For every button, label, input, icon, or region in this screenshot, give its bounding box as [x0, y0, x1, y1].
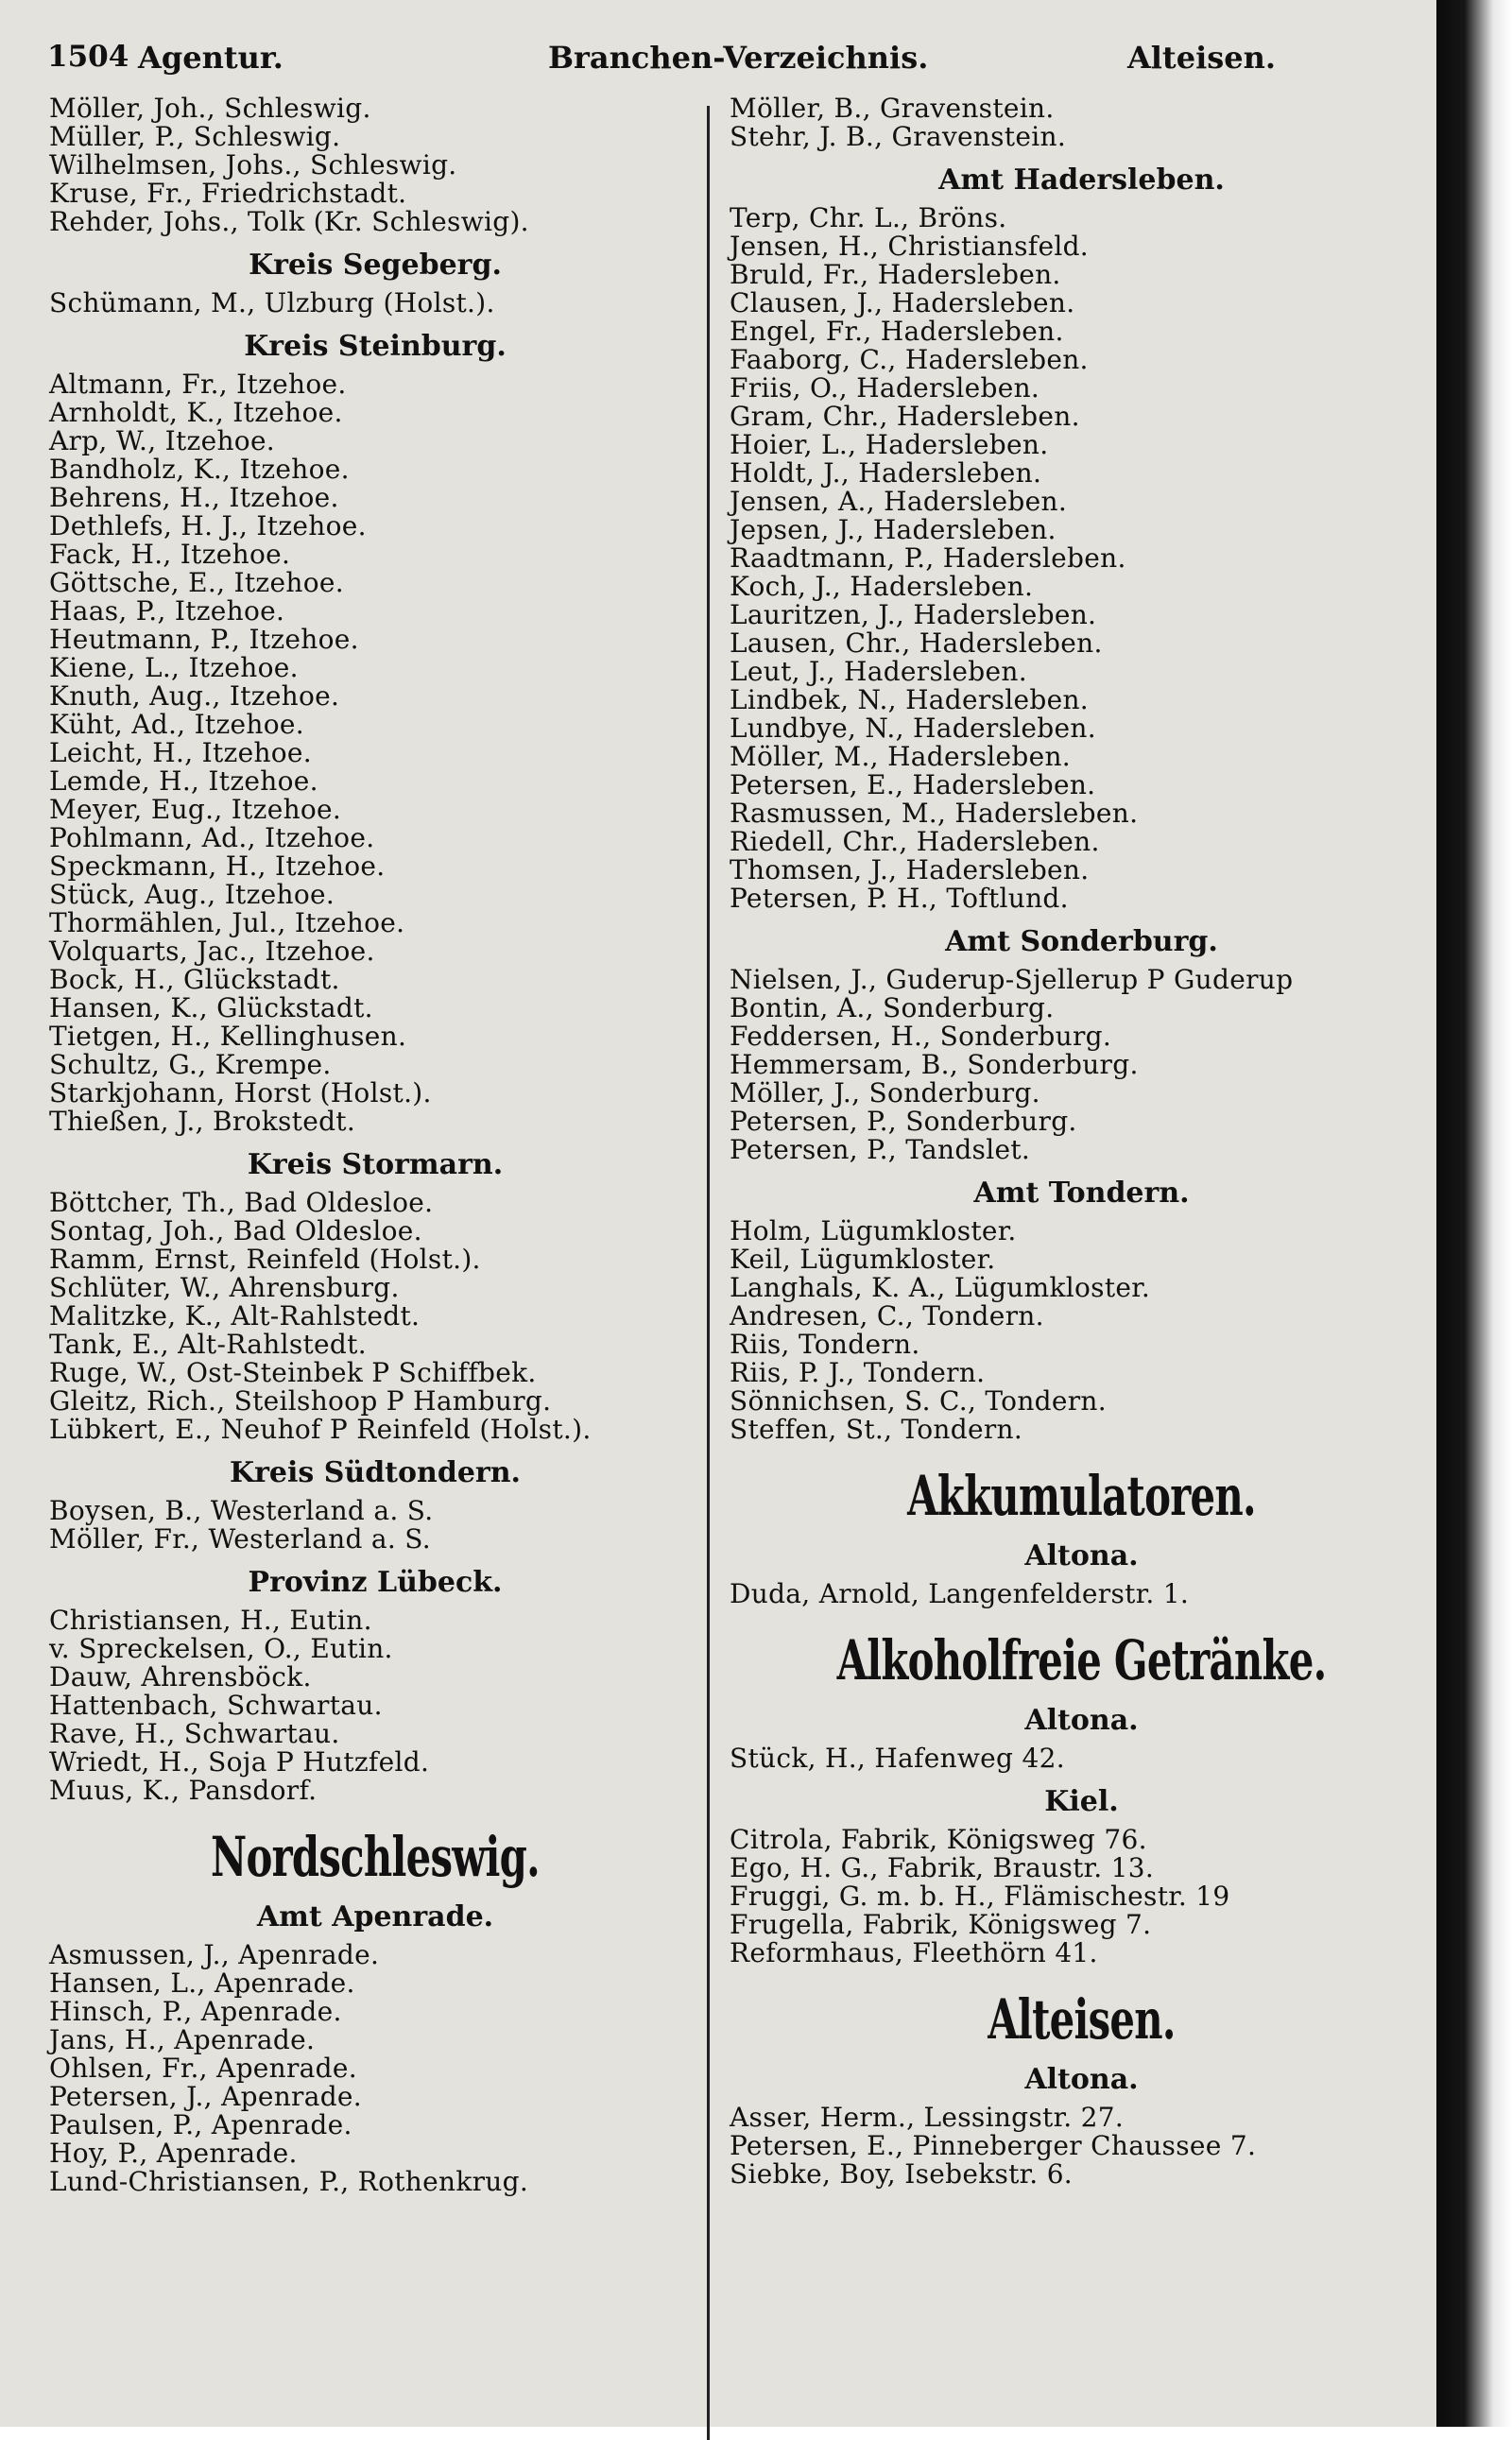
directory-entry: Dauw, Ahrensböck. — [49, 1661, 312, 1693]
directory-entry: Gram, Chr., Hadersleben. — [730, 401, 1080, 432]
directory-entry: Frugella, Fabrik, Königsweg 7. — [730, 1909, 1152, 1940]
category-heading: Akkumulatoren. — [907, 1464, 1256, 1528]
directory-entry: Riis, P. J., Tondern. — [730, 1357, 986, 1388]
directory-entry: Hemmersam, B., Sonderburg. — [730, 1049, 1139, 1080]
directory-entry: Petersen, P., Sonderburg. — [730, 1106, 1077, 1137]
directory-entry: Heutmann, P., Itzehoe. — [49, 624, 359, 655]
directory-entry: Reformhaus, Fleethörn 41. — [730, 1937, 1098, 1968]
directory-entry: Böttcher, Th., Bad Oldesloe. — [49, 1187, 434, 1218]
directory-entry: Wilhelmsen, Johs., Schleswig. — [49, 149, 457, 180]
directory-entry: Küht, Ad., Itzehoe. — [49, 709, 304, 740]
directory-entry: Kiene, L., Itzehoe. — [49, 652, 299, 683]
directory-entry: v. Spreckelsen, O., Eutin. — [49, 1633, 393, 1664]
directory-entry: Bock, H., Glückstadt. — [49, 964, 340, 995]
directory-entry: Thomsen, J., Hadersleben. — [730, 854, 1090, 885]
directory-entry: Paulsen, P., Apenrade. — [49, 2109, 352, 2140]
directory-entry: Andresen, C., Tondern. — [730, 1300, 1044, 1332]
directory-entry: Jepsen, J., Hadersleben. — [730, 514, 1057, 545]
directory-entry: Engel, Fr., Hadersleben. — [730, 316, 1064, 347]
directory-entry: Rave, H., Schwartau. — [49, 1718, 340, 1749]
directory-entry: Holdt, J., Hadersleben. — [730, 457, 1042, 489]
directory-entry: Göttsche, E., Itzehoe. — [49, 567, 344, 598]
section-heading: Amt Tondern. — [973, 1177, 1190, 1210]
directory-entry: Duda, Arnold, Langenfelderstr. 1. — [730, 1578, 1190, 1609]
directory-entry: Ruge, W., Ost-Steinbek P Schiffbek. — [49, 1357, 537, 1388]
directory-entry: Hansen, L., Apenrade. — [49, 1967, 355, 1999]
running-head-center: Branchen-Verzeichnis. — [548, 40, 929, 76]
directory-entry: Rasmussen, M., Hadersleben. — [730, 798, 1139, 829]
directory-entry: Schlüter, W., Ahrensburg. — [49, 1272, 400, 1303]
page-header — [47, 40, 1276, 93]
directory-entry: Behrens, H., Itzehoe. — [49, 482, 339, 513]
directory-entry: Ramm, Ernst, Reinfeld (Holst.). — [49, 1244, 481, 1275]
directory-entry: Möller, M., Hadersleben. — [730, 741, 1072, 772]
section-heading: Amt Apenrade. — [256, 1900, 494, 1933]
directory-entry: Hattenbach, Schwartau. — [49, 1690, 383, 1721]
directory-entry: Tietgen, H., Kellinghusen. — [49, 1021, 407, 1052]
directory-entry: Jensen, H., Christiansfeld. — [730, 231, 1090, 262]
section-heading: Altona. — [1024, 1704, 1139, 1737]
directory-entry: Lemde, H., Itzehoe. — [49, 765, 318, 797]
directory-entry: Holm, Lügumkloster. — [730, 1215, 1017, 1246]
directory-entry: Riis, Tondern. — [730, 1329, 920, 1360]
directory-entry: Speckmann, H., Itzehoe. — [49, 851, 386, 882]
section-heading: Altona. — [1024, 1539, 1139, 1572]
directory-entry: Nielsen, J., Guderup-Sjellerup P Guderup — [730, 964, 1294, 995]
directory-entry: Fack, H., Itzehoe. — [49, 539, 291, 570]
directory-entry: Wriedt, H., Soja P Hutzfeld. — [49, 1746, 430, 1778]
directory-entry: Möller, Joh., Schleswig. — [49, 93, 371, 124]
section-heading: Kreis Steinburg. — [244, 330, 507, 363]
directory-entry: Petersen, P., Tandslet. — [730, 1134, 1031, 1165]
running-head-right: Alteisen. — [1126, 40, 1276, 76]
directory-entry: Müller, P., Schleswig. — [49, 121, 341, 152]
directory-entry: Petersen, E., Pinneberger Chaussee 7. — [730, 2130, 1257, 2161]
directory-entry: Altmann, Fr., Itzehoe. — [49, 369, 347, 400]
directory-entry: Terp, Chr. L., Bröns. — [730, 202, 1007, 233]
directory-entry: Asser, Herm., Lessingstr. 27. — [730, 2102, 1125, 2133]
directory-entry: Stück, H., Hafenweg 42. — [730, 1743, 1065, 1774]
directory-entry: Faaborg, C., Hadersleben. — [730, 344, 1089, 375]
directory-entry: Schümann, M., Ulzburg (Holst.). — [49, 287, 495, 318]
directory-entry: Malitzke, K., Alt-Rahlstedt. — [49, 1300, 421, 1332]
directory-entry: Sontag, Joh., Bad Oldesloe. — [49, 1215, 422, 1246]
directory-entry: Schultz, G., Krempe. — [49, 1049, 332, 1080]
directory-entry: Pohlmann, Ad., Itzehoe. — [49, 822, 375, 853]
directory-entry: Möller, B., Gravenstein. — [730, 93, 1055, 124]
section-heading: Kreis Südtondern. — [230, 1456, 521, 1489]
directory-entry: Leut, J., Hadersleben. — [730, 656, 1027, 687]
directory-entry: Starkjohann, Horst (Holst.). — [49, 1077, 432, 1108]
directory-entry: Ohlsen, Fr., Apenrade. — [49, 2053, 357, 2084]
directory-entry: Knuth, Aug., Itzehoe. — [49, 680, 340, 712]
section-heading: Kiel. — [1044, 1785, 1119, 1818]
directory-entry: Möller, J., Sonderburg. — [730, 1077, 1040, 1108]
directory-entry: Feddersen, H., Sonderburg. — [730, 1021, 1112, 1052]
page-number: 1504 — [47, 40, 129, 74]
directory-entry: Friis, O., Hadersleben. — [730, 372, 1040, 404]
directory-entry: Boysen, B., Westerland a. S. — [49, 1495, 434, 1526]
region-heading: Nordschleswig. — [211, 1825, 540, 1889]
directory-entry: Muus, K., Pansdorf. — [49, 1775, 318, 1806]
directory-entry: Bruld, Fr., Hadersleben. — [730, 259, 1061, 290]
directory-entry: Lundbye, N., Hadersleben. — [730, 713, 1096, 744]
directory-entry: Bandholz, K., Itzehoe. — [49, 454, 350, 485]
directory-entry: Möller, Fr., Westerland a. S. — [49, 1523, 431, 1555]
directory-entry: Gleitz, Rich., Steilshoop P Hamburg. — [49, 1385, 552, 1417]
directory-entry: Lund-Christiansen, P., Rothenkrug. — [49, 2166, 529, 2197]
directory-entry: Jans, H., Apenrade. — [49, 2024, 316, 2055]
directory-entry: Stück, Aug., Itzehoe. — [49, 879, 335, 910]
directory-entry: Thießen, J., Brokstedt. — [49, 1106, 356, 1137]
directory-entry: Siebke, Boy, Isebekstr. 6. — [730, 2158, 1074, 2190]
directory-entry: Petersen, P. H., Toftlund. — [730, 883, 1069, 914]
directory-entry: Sönnichsen, S. C., Tondern. — [730, 1385, 1107, 1417]
directory-entry: Lausen, Chr., Hadersleben. — [730, 627, 1103, 659]
running-head-left: Agentur. — [138, 40, 284, 76]
directory-entry: Lindbek, N., Hadersleben. — [730, 684, 1089, 715]
section-heading: Kreis Stormarn. — [247, 1148, 504, 1181]
directory-entry: Petersen, E., Hadersleben. — [730, 769, 1096, 800]
directory-entry: Asmussen, J., Apenrade. — [49, 1939, 380, 1970]
right-column — [730, 95, 1434, 2189]
directory-entry: Leicht, H., Itzehoe. — [49, 737, 313, 768]
directory-entry: Keil, Lügumkloster. — [730, 1244, 996, 1275]
directory-entry: Clausen, J., Hadersleben. — [730, 287, 1075, 318]
directory-entry: Citrola, Fabrik, Königsweg 76. — [730, 1824, 1147, 1855]
section-heading: Provinz Lübeck. — [248, 1566, 503, 1599]
directory-entry: Lauritzen, J., Hadersleben. — [730, 599, 1097, 630]
directory-entry: Hoy, P., Apenrade. — [49, 2138, 298, 2169]
directory-entry: Meyer, Eug., Itzehoe. — [49, 794, 342, 825]
column-divider — [707, 106, 710, 2440]
directory-entry: Volquarts, Jac., Itzehoe. — [49, 936, 375, 967]
directory-entry: Koch, J., Hadersleben. — [730, 571, 1034, 602]
directory-entry: Arnholdt, K., Itzehoe. — [49, 397, 343, 428]
directory-entry: Stehr, J. B., Gravenstein. — [730, 121, 1067, 152]
left-column — [49, 95, 701, 2196]
directory-entry: Fruggi, G. m. b. H., Flämischestr. 19 — [730, 1881, 1230, 1912]
directory-entry: Kruse, Fr., Friedrichstadt. — [49, 178, 407, 209]
directory-entry: Haas, P., Itzehoe. — [49, 595, 285, 627]
directory-entry: Ego, H. G., Fabrik, Braustr. 13. — [730, 1852, 1155, 1883]
directory-entry: Rehder, Johs., Tolk (Kr. Schleswig). — [49, 206, 529, 237]
directory-entry: Tank, E., Alt-Rahlstedt. — [49, 1329, 367, 1360]
book-gutter-edge — [1436, 0, 1512, 2427]
category-heading: Alteisen. — [988, 1987, 1176, 2052]
category-heading: Alkoholfreie Getränke. — [836, 1628, 1327, 1693]
section-heading: Altona. — [1024, 2063, 1139, 2096]
directory-entry: Petersen, J., Apenrade. — [49, 2081, 363, 2112]
directory-entry: Lübkert, E., Neuhof P Reinfeld (Holst.). — [49, 1414, 592, 1445]
section-heading: Amt Hadersleben. — [938, 163, 1225, 197]
directory-entry: Bontin, A., Sonderburg. — [730, 992, 1055, 1023]
directory-entry: Thormählen, Jul., Itzehoe. — [49, 907, 405, 938]
directory-entry: Dethlefs, H. J., Itzehoe. — [49, 510, 367, 541]
directory-entry: Raadtmann, P., Hadersleben. — [730, 542, 1126, 574]
directory-entry: Hansen, K., Glückstadt. — [49, 992, 373, 1023]
directory-entry: Hinsch, P., Apenrade. — [49, 1996, 342, 2027]
section-heading: Amt Sonderburg. — [945, 925, 1218, 958]
directory-entry: Arp, W., Itzehoe. — [49, 425, 276, 456]
directory-entry: Hoier, L., Hadersleben. — [730, 429, 1049, 460]
directory-entry: Steffen, St., Tondern. — [730, 1414, 1023, 1445]
section-heading: Kreis Segeberg. — [249, 249, 502, 282]
directory-entry: Christiansen, H., Eutin. — [49, 1605, 372, 1636]
directory-entry: Riedell, Chr., Hadersleben. — [730, 826, 1100, 857]
directory-entry: Langhals, K. A., Lügumkloster. — [730, 1272, 1151, 1303]
directory-entry: Jensen, A., Hadersleben. — [730, 486, 1068, 517]
